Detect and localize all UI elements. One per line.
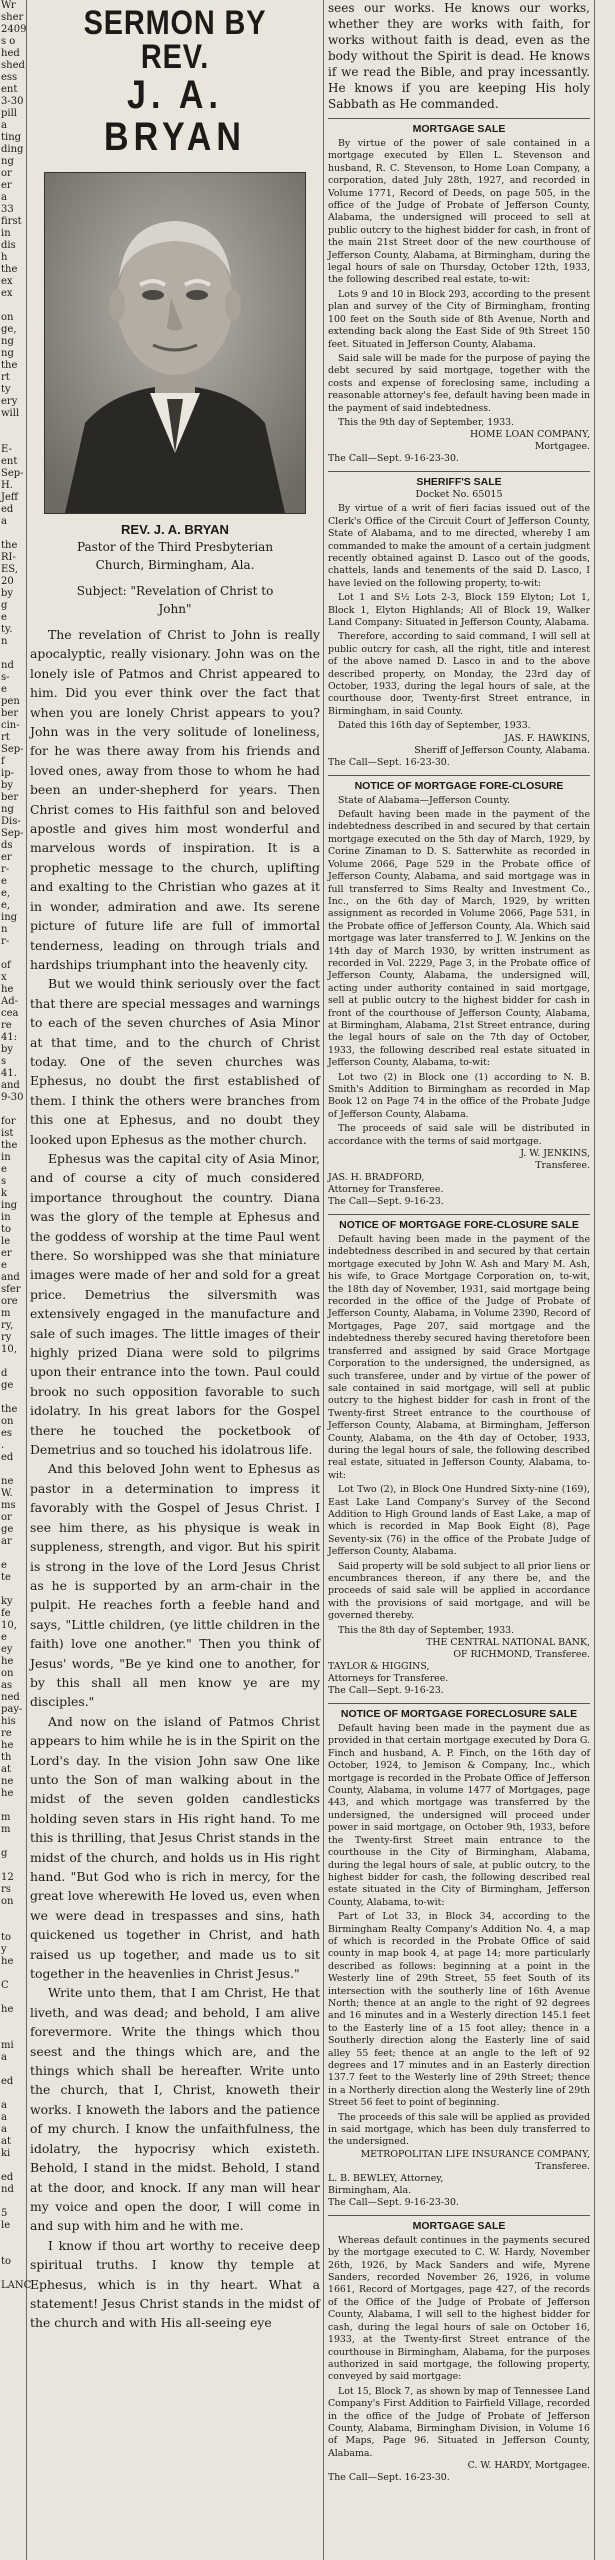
gutter-fragment: a (1, 516, 7, 527)
gutter-fragment: ar (1, 1536, 12, 1547)
gutter-fragment: m (1, 1812, 11, 1823)
gutter-fragment: ed (1, 1452, 14, 1463)
gutter-fragment: ed (1, 2172, 14, 2183)
gutter-fragment: ore (1, 1296, 18, 1307)
gutter-fragment (0, 1548, 26, 1560)
gutter-fragment: rt (1, 372, 10, 383)
gutter-fragment (0, 2160, 26, 2172)
gutter-fragment: ty. (1, 624, 13, 635)
gutter-fragment: ed (1, 504, 14, 515)
notice-paragraph: Therefore, according to said command, I will sell at public outcry for cash, all the right, title and interest of the above named D. Lasco in and to the above described property, on Monday, the 23rd day of October, 1933, during the legal hours of sale, at the courthouse door, Twenty-first Street entrance, in Birmingham, in said County. (328, 631, 590, 717)
notice-paragraph: By virtue of the power of sale contained in a mortgage executed by Ellen L. Stevenson and husband, R. C. Stevenson, to Home Loan Company, a corporation, dated July 28th, 1927, and recorded in Volume 1771, Record of Deeds, on page 505, in the office of the Judge of Probate of Jefferson County, Alabama, the undersigned will proceed to sell at public outcry to the highest bidder for cash, in front of the main 21st Street door of the new courthouse of Jefferson County, Alabama, at Birmingham, during the legal hours of sale on Thursday, October 12th, 1933, the following described real estate, to-wit: (328, 138, 590, 286)
gutter-fragment: ry (1, 1332, 12, 1343)
right-cropped-column (594, 0, 615, 2560)
gutter-fragment: ing (1, 912, 18, 923)
gutter-fragment (0, 1992, 26, 2004)
gutter-fragment: er (1, 852, 12, 863)
gutter-fragment: e, (1, 900, 11, 911)
sermon-body (30, 625, 320, 2333)
subject-line-2: John" (158, 602, 192, 616)
notices-list (328, 118, 590, 2484)
gutter-fragment: a (1, 2124, 7, 2135)
gutter-fragment: W. (1, 1488, 13, 1499)
gutter-fragment (0, 1908, 26, 1920)
gutter-fragment (0, 1584, 26, 1596)
gutter-fragment: cea (1, 1008, 19, 1019)
gutter-fragment: he (1, 984, 14, 995)
gutter-fragment: or (1, 168, 12, 179)
gutter-fragment (0, 2196, 26, 2208)
gutter-fragment (0, 1356, 26, 1368)
gutter-fragment: and (1, 1272, 20, 1283)
headline-name: J. A. BRYAN (103, 73, 247, 159)
gutter-fragment: mi (1, 2040, 14, 2051)
gutter-fragment: Sep- (1, 828, 24, 839)
gutter-fragment (0, 528, 26, 540)
gutter-fragment: hed (1, 48, 20, 59)
gutter-fragment: th (1, 1752, 12, 1763)
gutter-fragment: Jeff (1, 492, 19, 503)
gutter-fragment: LANC (1, 2280, 32, 2291)
gutter-fragment: dis (1, 240, 16, 251)
gutter-fragment: e, (1, 888, 11, 899)
gutter-fragment: the (1, 1140, 18, 1151)
gutter-fragment: ne (1, 1476, 14, 1487)
gutter-fragment: ge (1, 1380, 14, 1391)
notice-run-dates: The Call—Sept. 9-16-23. (328, 1685, 444, 1697)
notice-paragraph: Default having been made in the payment due as provided in that certain mortgage executed by Dora G. Finch and husband, A. P. Finch, on the 16th day of October, 1924, to Jemison & Company, Inc., which mortgage is recorded in the Probate Office of Jefferson County, Alabama, in volume 1477 of Mortgages, page 443, and which mortgage was transferred by the undersigned, the undersigned will proceed under power in said mortgage, on October 9th, 1933, before the Twenty-first Street main entrance to the courthouse in the City of Birmingham, Alabama, during the legal hours of sale, at public outcry, to the highest bidder for cash, the following described real estate situated in the City of Birmingham, Jefferson County, Alabama, to-wit: (328, 1723, 591, 1908)
subject-line-1: Subject: "Revelation of Christ to (76, 584, 274, 598)
gutter-fragment: a (1, 120, 7, 131)
gutter-fragment: er (1, 1248, 12, 1259)
gutter-fragment (0, 1464, 26, 1476)
notice-signature: OF RICHMOND, Transferee. (453, 1649, 590, 1661)
portrait-image (45, 173, 305, 513)
gutter-fragment: by (1, 780, 14, 791)
gutter-fragment (0, 2268, 26, 2280)
gutter-fragment: Ad- (1, 996, 19, 1007)
gutter-fragment: e (1, 1260, 7, 1271)
notice-paragraph: Part of Lot 33, in Block 34, according to the Birmingham Realty Company's Addition No. 4, a map of which is recorded in the Probate Office of said county in map book 4, at page 14; more particularly described as follows: beginning at a point in the Westerly line of 29th Street, 55 feet South of its intersection with the southerly line of 16th Avenue North; thence at an angle to the right of 92 degrees and 16 minutes and in a Westerly direction 145.1 feet to the Easterly line of a 15 foot alley; thence in a Southerly direction along the Easterly line of said alley 55 feet; thence at an angle to the left of 92 degrees and 17 minutes and in an Easterly direction 137.7 feet to the Westerly line of 29th Street; thence in a Northerly direction along the Westerly line of 29th Street 56 feet to point of beginning. (328, 1911, 591, 2109)
sermon-paragraph: Ephesus was the capital city of Asia Minor, and of course a city of much considered importance throughout the country. Diana was the glory of the temple at Ephesus and the goddess of worship at the time Paul went there. So worshipped was she that miniature images were made of her and sold for a great price. Demetrius the silversmith was extensively engaged in the manufacture and sale of such images. The little images of their highly prized Diana were sold to pilgrims upon their entrance into the town. Paul could brook no such opposition favorable to such idolatry. In his great labors for the Gospel there he touched the pocketbook of Demetrius and so touched his idolatrous life. (30, 1150, 320, 1458)
legal-notice (328, 2215, 590, 2484)
gutter-fragment: rs (1, 1884, 11, 1895)
gutter-fragment (0, 1800, 26, 1812)
gutter-fragment: s (1, 1056, 7, 1067)
gutter-fragment: he (1, 1788, 14, 1799)
gutter-fragment: ng (1, 156, 14, 167)
gutter-fragment: es (1, 1428, 13, 1439)
notice-paragraph: Lot Two (2), in Block One Hundred Sixty-nine (169), East Lake Land Company's Survey of the Second Addition to High Ground lands of East Lake, a map of which is recorded in Map Book Eight (8), Page Seventy-six (76) in the office of the Probate Judge of Jefferson County, Alabama. (328, 1484, 590, 1558)
legal-notice (328, 775, 590, 1208)
gutter-fragment: a (1, 192, 7, 203)
gutter-fragment: Wr (1, 0, 16, 11)
sermon-paragraph: But we would think seriously over the fact that there are special messages and warnings to each of the seven churches of Asia Minor at that time, and to the church of Christ today. One of the seven churches was Ephesus, no doubt the first established of them. I think the others were branches from this one at Ephesus, and no doubt they looked upon Ephesus as the mother church. (30, 976, 320, 1147)
notice-paragraph: By virtue of a writ of fieri facias issued out of the Clerk's Office of the Circuit Court of Jefferson County, State of Alabama, and to me directed, whereby I am commanded to make the amount of a certain judgment recently obtained against D. Lasco out of the goods, chattels, lands and tenements of the said D. Lasco, I have levied on the following property, to-wit: (328, 503, 590, 589)
gutter-fragment: on (1, 1668, 14, 1679)
gutter-fragment: pill (1, 108, 17, 119)
gutter-fragment: f (1, 756, 5, 767)
notice-paragraph: Dated this 16th day of September, 1933. (338, 720, 531, 732)
gutter-fragment: ng (1, 336, 14, 347)
notice-attorney: Attorneys for Transferee. (328, 1673, 449, 1685)
headline: SERMON BY REV. (83, 4, 267, 76)
gutter-fragment (0, 2244, 26, 2256)
gutter-fragment: ge (1, 1524, 14, 1535)
notice-signature: Transferee. (535, 1160, 590, 1172)
gutter-fragment: ess (1, 72, 18, 83)
gutter-fragment: k (1, 1188, 8, 1199)
gutter-fragment: ds (1, 840, 13, 851)
gutter-fragment: ery (1, 396, 18, 407)
legal-notice (328, 1214, 590, 1697)
column-rule (323, 0, 324, 2560)
notice-title: NOTICE OF MORTGAGE FORE-CLOSURE (354, 779, 564, 792)
gutter-fragment: re (1, 1020, 12, 1031)
gutter-fragment: his (1, 1716, 16, 1727)
notice-paragraph: This the 8th day of September, 1933. (338, 1624, 515, 1636)
gutter-fragment (0, 1920, 26, 1932)
sermon-paragraph: And this beloved John went to Ephesus as pastor in a determination to impress it favorably with the Gospel of Jesus Christ. I see him there, as his physique is weak in suppleness, strength, and vigor. But his spirit is strong in the love of the Lord Jesus Christ as he is supported by an arm-chair in the pulpit. He reaches forth a feeble hand and says, "Little children, (ye little children in the faith) love one another." Then you think of Jesus' words, "Be ye kind one to another, for by this shall all men know ye are my disciples." (30, 1461, 320, 1710)
gutter-fragment (0, 2064, 26, 2076)
notice-attorney: TAYLOR & HIGGINS, (328, 1661, 430, 1673)
gutter-fragment: ky (1, 1596, 13, 1607)
gutter-fragment: ty (1, 384, 11, 395)
gutter-fragment: ES, (1, 564, 18, 575)
gutter-fragment (0, 1860, 26, 1872)
gutter-fragment: re (1, 1728, 12, 1739)
notice-signature: Sheriff of Jefferson County, Alabama. (414, 744, 590, 756)
gutter-fragment: 3-30 (1, 96, 24, 107)
notice-title: MORTGAGE SALE (412, 123, 506, 135)
notice-run-dates: The Call—Sept. 9-16-23-30. (328, 453, 459, 465)
gutter-fragment: 20 (1, 576, 14, 587)
gutter-fragment: pen (1, 696, 20, 707)
gutter-fragment: ry, (1, 1320, 14, 1331)
gutter-fragment: e (1, 684, 7, 695)
gutter-fragment: RI- (1, 552, 16, 563)
gutter-fragment: ting (1, 132, 22, 143)
gutter-fragment: m (1, 1308, 11, 1319)
gutter-fragment (0, 1392, 26, 1404)
left-cropped-column (0, 0, 32, 2560)
notice-docket: Docket No. 65015 (415, 489, 503, 501)
gutter-fragment: shed (1, 60, 25, 71)
notice-title: NOTICE OF MORTGAGE FORE-CLOSURE SALE (339, 1219, 579, 1232)
notice-signature: HOME LOAN COMPANY, (470, 429, 590, 441)
notice-attorney: L. B. BEWLEY, Attorney, (328, 2172, 444, 2184)
gutter-fragment (0, 300, 26, 312)
gutter-fragment (0, 948, 26, 960)
sermon-paragraph: The revelation of Christ to John is really apocalyptic, really visionary. John was on the lonely isle of Patmos and Christ appeared to him. Did you ever think over the fact that when you are lonely Christ appears to you? John was in the very solitude of loneliness, for he was there away from his friends and loved ones, away from those to whom he had been an under-shepherd for years. Then Christ comes to His faithful son and beloved apostle and gives him most wonderful and marvelous words of inspiration. It is a prophetic message to the church, uplifting and exalting to the Christian who gazes at it in wonder, admiration and awe. Its serene picture of future life are full of immortal tenderness, leading on through trials and hardships triumphant into the heavenly city. (30, 627, 320, 972)
gutter-fragment: E- (1, 444, 12, 455)
gutter-fragment: will (1, 408, 20, 419)
gutter-fragment: ist (1, 1128, 14, 1139)
gutter-fragment: 33 (1, 204, 14, 215)
gutter-fragment (0, 1836, 26, 1848)
gutter-fragment: r- (1, 864, 10, 875)
gutter-fragment: he (1, 1740, 14, 1751)
gutter-fragment: nd (1, 660, 14, 671)
caption-role-line-1: Pastor of the Third Presbyterian (76, 540, 274, 554)
gutter-fragment: in (1, 1212, 11, 1223)
gutter-fragment: a (1, 2100, 7, 2111)
notice-paragraph: Said property will be sold subject to all prior liens or encumbrances thereon, if any there be, and the proceeds of said sale will be applied in accordance with the provisions of said mortgage, and will be governed thereby. (328, 1560, 590, 1622)
gutter-fragment: sfer (1, 1284, 21, 1295)
gutter-fragment: ne (1, 1776, 14, 1787)
notice-attorney: Birmingham, Ala. (328, 2184, 412, 2196)
gutter-fragment: n (1, 924, 8, 935)
gutter-fragment: ent (1, 84, 18, 95)
gutter-fragment: ng (1, 804, 14, 815)
gutter-fragment (0, 2088, 26, 2100)
gutter-fragment (0, 648, 26, 660)
gutter-fragment: ng (1, 348, 14, 359)
gutter-fragment: ey (1, 1644, 13, 1655)
notice-paragraph: Default having been made in the payment of the indebtedness described in and secured by that certain mortgage executed by John W. Ash and Mary M. Ash, his wife, to Grace Mortgage Corporation on, to-wit, the 18th day of November, 1931, said mortgage being recorded in the office of the Judge of Probate of Jefferson County, Alabama, in Volume 2390, Record of Mortgages, Page 207, said mortgage and the indebtedness thereby secured having theretofore been transferred and assigned by said Grace Mortgage Corporation to the undersigned, the undersigned, as such transferee, under and by virtue of the power of sale contained in said mortgage, will sell at public outcry to the highest bidder for cash in front of the Twenty-first Street entrance to the courthouse of Jefferson County, Alabama, at Birmingham, Jefferson County, Alabama, on the 4th day of October, 1933, during the legal hours of sale, the following described real estate, situated in Jefferson County, Alabama, to-wit: (328, 1234, 590, 1481)
gutter-fragment: . (1, 1440, 5, 1451)
gutter-fragment: le (1, 2220, 11, 2231)
notice-title: SHERIFF'S SALE (416, 476, 502, 489)
gutter-fragment: Dis- (1, 816, 21, 827)
gutter-fragment: C (1, 1980, 9, 1991)
gutter-fragment: 9-30 (1, 1092, 24, 1103)
gutter-fragment: s (1, 1176, 7, 1187)
gutter-fragment: a (1, 2112, 7, 2123)
gutter-fragment: he (1, 2004, 14, 2015)
gutter-fragment: 41. (1, 1068, 17, 1079)
gutter-fragment: H. (1, 480, 13, 491)
gutter-fragment: x (1, 972, 7, 983)
notice-run-dates: The Call—Sept. 9-16-23. (328, 1196, 444, 1208)
notice-title: MORTGAGE SALE (412, 2219, 506, 2232)
notice-paragraph: Lot 15, Block 7, as shown by map of Tennessee Land Company's First Addition to Fairfield Village, recorded in the office of the Judge of Probate of Jefferson County, Alabama, Birmingham Division, in Volume 16 of Maps, Page 96. Situated in Jefferson County, Alabama. (328, 2385, 590, 2459)
gutter-fragment: by (1, 1044, 14, 1055)
gutter-fragment: on (1, 1416, 14, 1427)
caption-role-line-2: Church, Birmingham, Ala. (95, 558, 255, 572)
gutter-fragment: he (1, 1656, 14, 1667)
notice-paragraph: Lot two (2) in Block one (1) according to N. B. Smith's Addition to Birmingham as recorded in Map Book 12 on Page 74 in the office of the Probate Judge of Jefferson County, Alabama. (328, 1071, 590, 1120)
gutter-fragment: e (1, 876, 7, 887)
notice-paragraph: Default having been made in the payment of the indebtedness described in and secured by that certain mortgage executed on the 5th day of March, 1929, by Corine Zinaman to D. S. Satterwhite as recorded in Volume 2066, Page 529 in the Probate office of Jefferson County, Alabama, and said mortgage was in full transferred to Sims Realty and Investment Co., Inc., on the 6th day of March, 1929, by written assignment as recorded in Volume 2066, Page 531, in the Probate office of Jefferson County, Ala. Which said mortgage was later transferred to J. W. Jenkins on the 14th day of March 1930, by written instrument as recorded in Vol. 2229, Page 3, in the Probate office of Jefferson County, Alabama, the undersigned will, acting under authority contained in said mortgage, sell at public outcry to the highest bidder for cash in front of the courthouse of Jefferson County, Alabama, at Birmingham, Alabama, 21st Street entrance, during the legal hours of sale on the 7th day of October, 1933, the following described real estate situated in Jefferson County, Alabama, to-wit: (328, 809, 590, 1069)
gutter-fragment (0, 420, 26, 432)
gutter-fragment: ms (1, 1500, 16, 1511)
gutter-fragment: the (1, 264, 18, 275)
notice-run-dates: The Call—Sept. 16-23-30. (328, 2472, 450, 2484)
caption-name: REV. J. A. BRYAN (121, 522, 229, 537)
gutter-fragment: y (1, 1944, 7, 1955)
gutter-fragment: sher (1, 12, 24, 23)
gutter-fragment: Sep- (1, 468, 24, 479)
gutter-fragment: for (1, 1116, 16, 1127)
notice-run-dates: The Call—Sept. 9-16-23-30. (328, 2196, 459, 2208)
gutter-fragment: the (1, 360, 18, 371)
gutter-fragment: he (1, 1956, 14, 1967)
notice-signature: THE CENTRAL NATIONAL BANK, (426, 1637, 590, 1649)
gutter-fragment: Sep- (1, 744, 24, 755)
gutter-fragment: on (1, 312, 14, 323)
gutter-fragment: g (1, 1848, 8, 1859)
gutter-fragment: ge, (1, 324, 17, 335)
gutter-fragment: or (1, 1512, 12, 1523)
notice-attorney: JAS. H. BRADFORD, (328, 1172, 425, 1184)
gutter-fragment: 10, (1, 1344, 17, 1355)
legal-notices-column (328, 0, 590, 2560)
notice-paragraph: Whereas default continues in the payments secured by the mortgage executed to C. W. Hardy, November 26th, 1926, by Mack Sanders and wife, Myrene Sanders, recorded November 26, 1926, in volume 1661, Record of Mortgages, page 427, of the records of the Office of the Judge of Probate of Jefferson County, Alabama, I will sell to the highest bidder for cash, during the legal hours of sale on October 16, 1933, at the Twenty-first Street entrance of the courthouse in Birmingham, Alabama, for the purposes authorized in said mortgage, the following property, conveyed by said mortgage: (328, 2234, 590, 2383)
legal-notice (328, 118, 590, 465)
gutter-fragment: as (1, 1680, 13, 1691)
legal-notice (328, 471, 590, 768)
gutter-fragment: h (1, 252, 8, 263)
gutter-fragment: nd (1, 2184, 14, 2195)
gutter-fragment: ent (1, 456, 18, 467)
gutter-fragment: a (1, 2052, 7, 2063)
gutter-fragment: of (1, 960, 11, 971)
gutter-fragment: 5 (1, 2208, 8, 2219)
gutter-fragment: e (1, 1560, 7, 1571)
portrait-photo (44, 172, 306, 514)
gutter-fragment: fe (1, 1608, 11, 1619)
gutter-fragment: 2409 (1, 24, 27, 35)
sermon-paragraph: I know if thou art worthy to receive deep spiritual truths. I know thy temple at Ephesus, which is in thy heart. What a statement! Jesus Christ stands in the midst of the church and with His all-seeing eye (30, 2237, 320, 2331)
gutter-fragment (0, 2232, 26, 2244)
notice-run-dates: The Call—Sept. 16-23-30. (328, 756, 450, 768)
notice-signature: J. W. JENKINS, (520, 1148, 590, 1160)
gutter-fragment: rt (1, 732, 10, 743)
notice-paragraph: Lots 9 and 10 in Block 293, according to the present plan and survey of the City of Birmingham, fronting 100 feet on the South side of 8th Avenue, North and extending back along the East Side of 9th Street 150 feet. Situated in Jefferson County, Alabama. (328, 288, 590, 350)
notice-signature: JAS. F. HAWKINS, (504, 732, 590, 744)
gutter-fragment: n (1, 636, 8, 647)
gutter-fragment: ding (1, 144, 24, 155)
gutter-fragment: e (1, 1632, 7, 1643)
gutter-fragment: m (1, 1824, 11, 1835)
gutter-fragment: 12 (1, 1872, 14, 1883)
gutter-fragment: and (1, 1080, 20, 1091)
gutter-fragment: ber (1, 792, 19, 803)
notice-paragraph: State of Alabama—Jefferson County. (338, 794, 511, 806)
gutter-fragment (0, 1968, 26, 1980)
sermon-column (30, 0, 320, 2560)
gutter-fragment: s o (1, 36, 16, 47)
notice-title: NOTICE OF MORTGAGE FORECLOSURE SALE (340, 1708, 578, 1721)
gutter-fragment (0, 2028, 26, 2040)
notice-signature: C. W. HARDY, Mortgagee. (467, 2460, 590, 2472)
gutter-fragment: pay- (1, 1704, 23, 1715)
gutter-fragment: by (1, 588, 14, 599)
sermon-paragraph: Write unto them, that I am Christ, He that liveth, and was dead; and behold, I am alive forevermore. Write the things which thou seest and the things which are, and the things which shall be hereafter. Write unto the church, that I, Christ, knoweth their works. I knoweth the labors and the patience of my church. I know the unfaithfulness, the idolatry, the hypocrisy which existeth. Behold, I stand in the midst. Behold, I stand at the door, and knock. If any man will hear my voice and open the door, I will come in and sup with him and he with me. (30, 1985, 320, 2234)
gutter-fragment: at (1, 2136, 11, 2147)
gutter-fragment: te (1, 1572, 11, 1583)
notice-signature: Mortgagee. (534, 441, 590, 453)
gutter-fragment: to (1, 2256, 12, 2267)
notice-signature: METROPOLITAN LIFE INSURANCE COMPANY, Transferee. (360, 2148, 590, 2172)
gutter-fragment: ex (1, 288, 13, 299)
notice-attorney: Attorney for Transferee. (328, 1184, 444, 1196)
gutter-fragment: g (1, 600, 8, 611)
gutter-fragment: e (1, 1164, 7, 1175)
notice-paragraph: The proceeds of said sale will be distributed in accordance with the terms of said mortgage. (328, 1123, 590, 1147)
gutter-fragment: ned (1, 1692, 20, 1703)
gutter-fragment: 41: (1, 1032, 18, 1043)
gutter-fragment: first (1, 216, 22, 227)
gutter-fragment: at (1, 1764, 11, 1775)
gutter-fragment: d (1, 1368, 8, 1379)
gutter-fragment: ing (1, 1200, 18, 1211)
gutter-fragment: ex (1, 276, 13, 287)
gutter-fragment: r- (1, 936, 10, 947)
notice-paragraph: The proceeds of this sale will be applied as provided in said mortgage, which has been duly transferred to the undersigned. (328, 2111, 590, 2148)
gutter-fragment: ed (1, 2076, 14, 2087)
gutter-fragment: ip- (1, 768, 14, 779)
sermon-paragraph: And now on the island of Patmos Christ appears to him while he is in the Spirit on the Lord's day. In the vision John saw One like unto the Son of man walking about in the midst of the seven golden candlesticks holding seven stars in His right hand. To me this is thrilling, that Jesus Christ stands in the midst of the church, and holds us in His right hand. "But God who is rich in mercy, for the great love wherewith He loved us, even when we were dead in trespasses and sins, hath quickened us together in Christ, and hath raised us up together, and made us to sit together in the heavenlies in Christ Jesus." (30, 1713, 320, 1982)
sermon-continuation: sees our works. He knows our works, whether they are works with faith, for works without faith is dead, even as the body without the Spirit is dead. He knows if we read the Bible, and pray incessantly. He knows if you are keeping His holy Sabbath as He commanded. (328, 1, 590, 111)
gutter-fragment: on (1, 1896, 14, 1907)
notice-paragraph: Lot 1 and S½ Lots 2-3, Block 159 Elyton; Lot 1, Block 1, Elyton Highlands; All of Block 19, Walker Land Company: Situated in Jefferson County, Alabama. (328, 592, 590, 628)
gutter-fragment: to (1, 1932, 12, 1943)
notice-paragraph: This the 9th day of September, 1933. (338, 416, 515, 428)
gutter-fragment: er (1, 180, 12, 191)
notice-paragraph: Said sale will be made for the purpose of paying the debt secured by said mortgage, together with the costs and expense of foreclosing same, including a reasonable attorney's fee, default having been made in the payment of said indebtedness. (328, 352, 590, 414)
gutter-fragment: ki (1, 2148, 11, 2159)
gutter-fragment: cin- (1, 720, 20, 731)
gutter-fragment: the (1, 1404, 18, 1415)
gutter-fragment: e (1, 612, 7, 623)
gutter-fragment: to (1, 1224, 12, 1235)
gutter-fragment (0, 2016, 26, 2028)
gutter-fragment: the (1, 540, 18, 551)
gutter-fragment: in (1, 1152, 11, 1163)
gutter-fragment: ber (1, 708, 19, 719)
gutter-fragment: 10, (1, 1620, 17, 1631)
gutter-fragment: s- (1, 672, 10, 683)
gutter-fragment: in (1, 228, 11, 239)
gutter-fragment (0, 1104, 26, 1116)
gutter-fragment: le (1, 1236, 11, 1247)
legal-notice (328, 1703, 590, 2209)
gutter-fragment (0, 432, 26, 444)
